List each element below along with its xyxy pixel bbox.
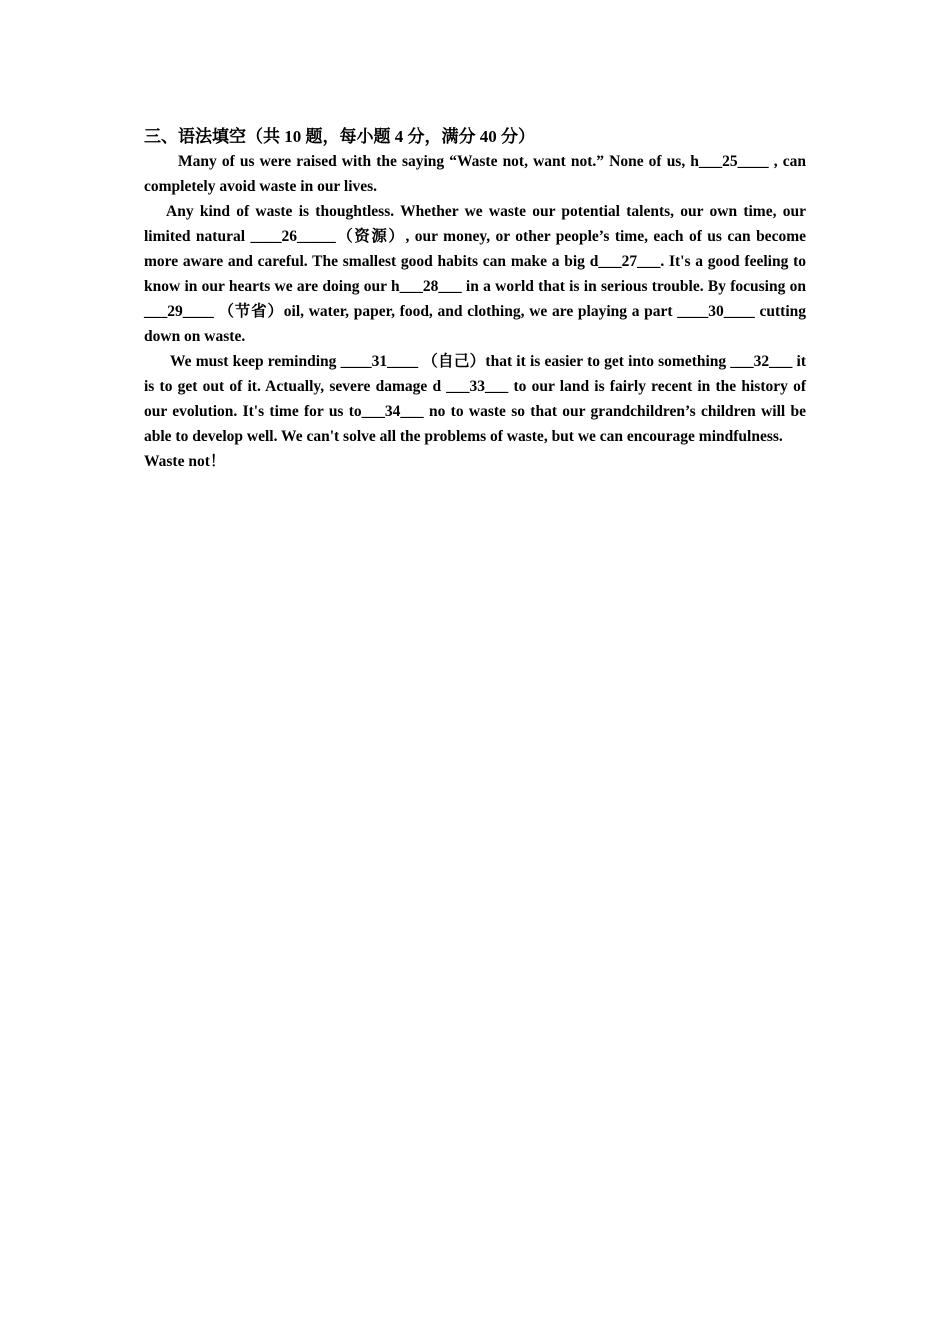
passage-closing-line: Waste not！ — [144, 453, 226, 470]
passage-paragraph-2: Any kind of waste is thoughtless. Whether we waste our potential talents, our own time, our limited natural ____26_____（资源）, our money, or other people’s time, each of us can become more aware and careful. The smallest good habits can make a big d___27___. It's a good feeling to know in our hearts we are doing our h___28___ in a world that is in serious trouble. By focusing on ___29____ （节省）oil, water, paper, food, and clothing, we are playing a part ____30____ cutting down on waste. — [144, 203, 806, 345]
passage-paragraph-1: Many of us were raised with the saying “Waste not, want not.” None of us, h___25____ , can completely avoid waste in our lives. — [144, 153, 806, 195]
section-heading: 三、语法填空（共 10 题，每小题 4 分，满分 40 分） — [144, 127, 535, 146]
document-page — [144, 124, 806, 474]
passage-paragraph-3: We must keep reminding ____31____ （自己）that it is easier to get into something ___32___ it is to get out of it. Actually, severe damage d ___33___ to our land is fairly recent in the history of our evolution. It's time for us to___34___ no to waste so that our grandchildren’s children will be able to develop well. We can't solve all the problems of waste, but we can encourage mindfulness. — [144, 353, 806, 445]
